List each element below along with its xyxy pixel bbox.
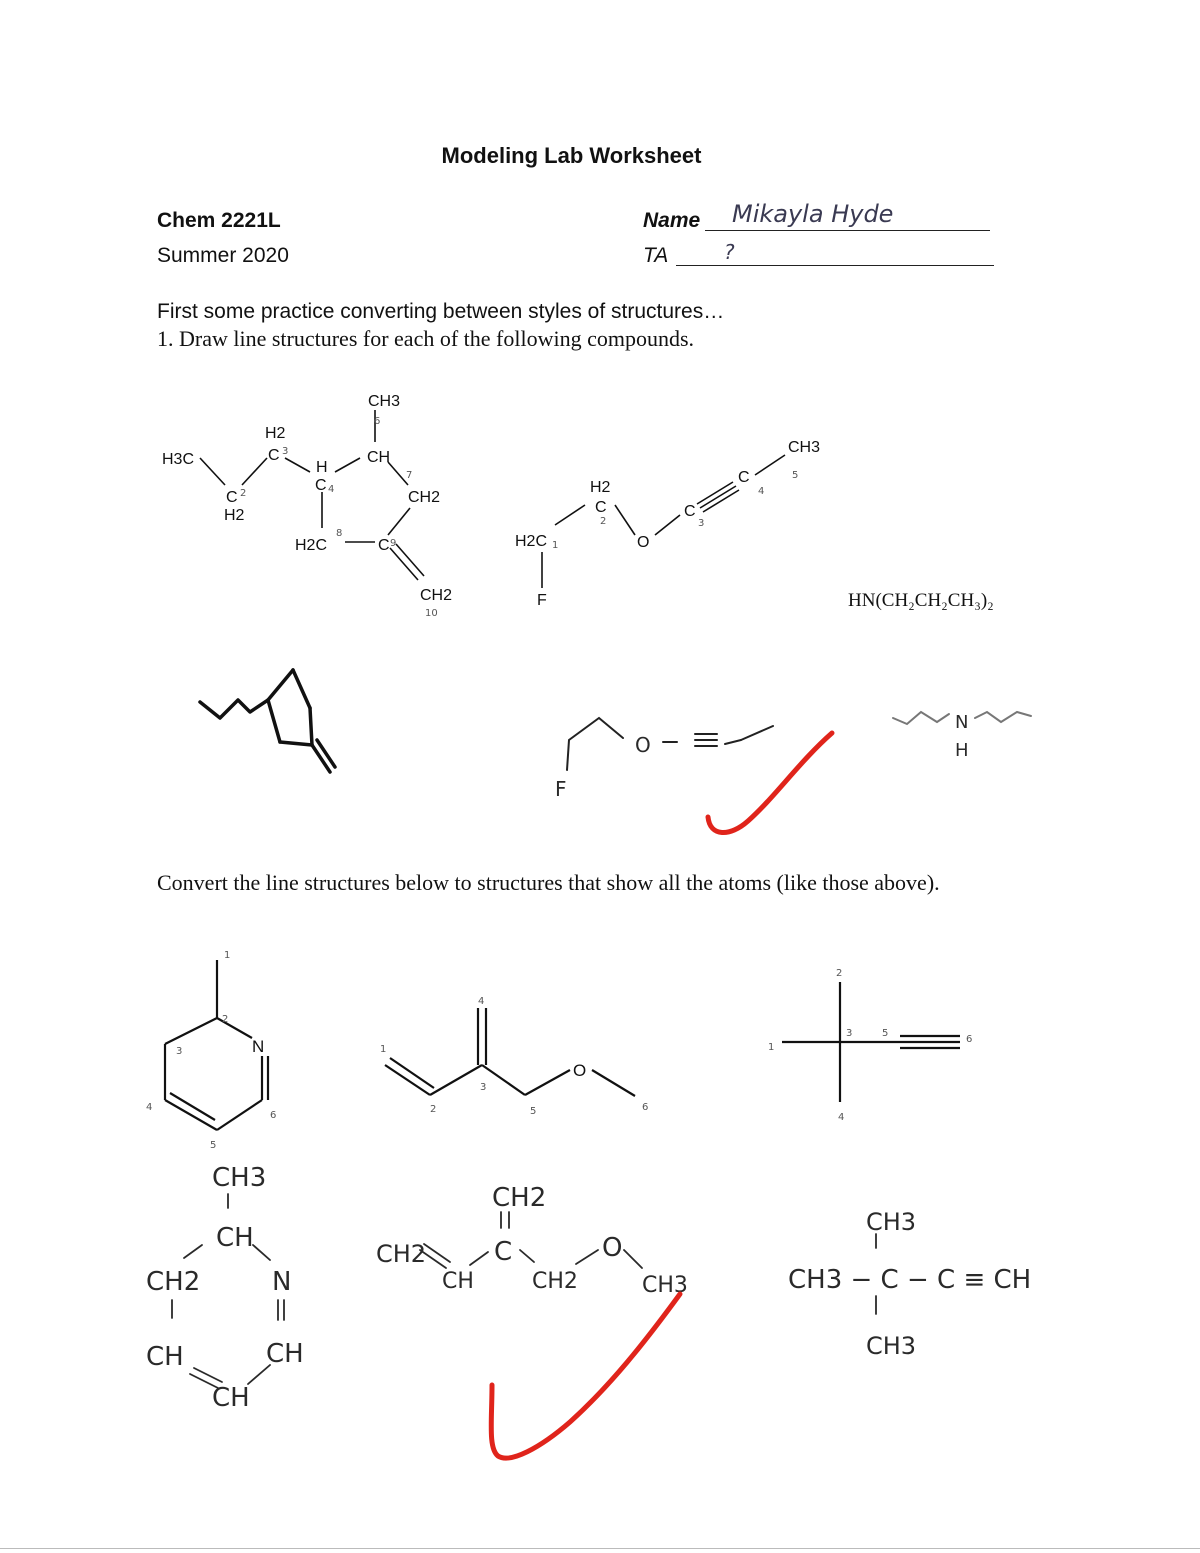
question-1: 1. Draw line structures for each of the following compounds. — [157, 326, 695, 351]
o-text: O — [602, 1233, 623, 1263]
c-left-label: C — [226, 489, 238, 506]
svg-text:2: 2 — [600, 516, 607, 527]
svg-text:4: 4 — [758, 486, 765, 497]
svg-text:3: 3 — [698, 518, 705, 529]
svg-text:2: 2 — [240, 488, 247, 499]
svg-text:5: 5 — [882, 1028, 889, 1039]
ch2-right-label: CH2 — [408, 489, 441, 506]
ch2-top-text: CH2 — [492, 1183, 547, 1213]
svg-text:6: 6 — [374, 416, 381, 427]
scan-edge — [0, 1548, 1200, 1549]
line-structure-1 — [140, 950, 300, 1160]
svg-text:3: 3 — [176, 1046, 183, 1057]
c3-label: C — [684, 503, 696, 520]
main-chain-text: CH3 − C − C ≡ CH — [788, 1265, 1032, 1295]
answer-3-line-structure — [885, 700, 1035, 770]
name-underline — [705, 230, 990, 231]
svg-text:2: 2 — [222, 1014, 229, 1025]
svg-text:5: 5 — [210, 1140, 217, 1151]
ch-bottom-text: CH — [212, 1383, 250, 1413]
svg-text:3: 3 — [282, 446, 289, 457]
svg-text:6: 6 — [270, 1110, 277, 1121]
page-title: Modeling Lab Worksheet — [441, 143, 702, 168]
svg-text:2: 2 — [836, 968, 843, 979]
ch2-mid-text: CH2 — [532, 1269, 578, 1294]
svg-text:7: 7 — [406, 470, 413, 481]
svg-text:6: 6 — [642, 1102, 649, 1113]
ch2-exo-label: CH2 — [420, 587, 453, 604]
line-structure-3 — [760, 960, 990, 1130]
svg-text:1: 1 — [768, 1042, 775, 1053]
svg-text:1: 1 — [224, 950, 231, 961]
f-label: F — [555, 777, 567, 800]
term: Summer 2020 — [157, 244, 289, 267]
ta-label: TA — [643, 244, 669, 267]
course-code: Chem 2221L — [157, 209, 281, 232]
ch2-label: C — [595, 499, 607, 516]
svg-text:5: 5 — [792, 470, 799, 481]
svg-text:6: 6 — [966, 1034, 973, 1045]
svg-text:1: 1 — [380, 1044, 387, 1055]
h-label: H — [955, 740, 969, 761]
svg-text:9: 9 — [390, 538, 397, 549]
intro-text: First some practice converting between styles of structures… — [157, 300, 725, 323]
c4-label: C — [315, 477, 327, 494]
n-text: N — [272, 1267, 292, 1297]
compound-2-structure — [500, 430, 850, 620]
ta-field[interactable]: ? — [724, 240, 735, 264]
ch2-left-text: CH2 — [376, 1240, 427, 1268]
svg-text:4: 4 — [328, 484, 335, 495]
grade-check-mark — [700, 725, 840, 845]
ch3-top-label: CH3 — [368, 393, 401, 410]
question-2: Convert the line structures below to structures that show all the atoms (like those above). — [157, 870, 940, 895]
name-field[interactable]: Mikayla Hyde — [732, 200, 894, 228]
svg-text:3: 3 — [846, 1028, 853, 1039]
c3-h-label: H2 — [265, 425, 286, 442]
c4-h-label: H — [316, 459, 328, 476]
ch3-bottom-text: CH3 — [866, 1332, 917, 1360]
ch3-text: CH3 — [212, 1163, 267, 1193]
compound-1-structure — [150, 380, 470, 620]
c3-label: C — [268, 447, 280, 464]
svg-text:2: 2 — [430, 1104, 437, 1115]
svg-text:10: 10 — [425, 608, 438, 619]
ch-label: CH — [367, 449, 391, 466]
c-text: C — [494, 1237, 513, 1267]
h2c-label: H2C — [515, 533, 548, 550]
ch-a-text: CH — [442, 1269, 474, 1294]
h3c-label: H3C — [162, 451, 195, 468]
h2c-label: H2C — [295, 537, 328, 554]
c4-label: C — [738, 469, 750, 486]
svg-text:3: 3 — [480, 1082, 487, 1093]
ch-left-text: CH — [146, 1342, 184, 1372]
ch-text: CH — [216, 1223, 254, 1253]
name-label: Name — [643, 209, 701, 232]
svg-text:5: 5 — [530, 1106, 537, 1117]
hand-answer-3 — [780, 1200, 1040, 1360]
grade-check-mark-2 — [470, 1280, 700, 1470]
n-label: N — [955, 712, 969, 733]
ch-right-text: CH — [266, 1339, 304, 1369]
ch2-h-label: H2 — [590, 479, 611, 496]
ch3-text: CH3 — [642, 1273, 688, 1298]
ch3-label: CH3 — [788, 439, 821, 456]
ch2-text: CH2 — [146, 1267, 201, 1297]
o-label: O — [635, 733, 651, 757]
ta-underline — [676, 265, 994, 266]
answer-1-line-structure — [190, 660, 350, 780]
o-label: O — [637, 534, 650, 551]
ch3-top-text: CH3 — [866, 1208, 917, 1236]
hand-answer-1 — [140, 1150, 340, 1420]
f-label: F — [537, 592, 547, 609]
o-atom-label: O — [573, 1061, 587, 1080]
svg-text:8: 8 — [336, 528, 343, 539]
compound-3-formula: HN(CH₂CH₂CH₃)₂ — [848, 590, 994, 611]
c-left-h-label: H2 — [224, 507, 245, 524]
c9-label: C — [378, 537, 390, 554]
svg-text:4: 4 — [838, 1112, 845, 1123]
svg-text:4: 4 — [478, 996, 485, 1007]
svg-text:4: 4 — [146, 1102, 153, 1113]
n-atom-label: N — [252, 1037, 265, 1056]
line-structure-2 — [370, 990, 670, 1130]
svg-text:1: 1 — [552, 540, 559, 551]
